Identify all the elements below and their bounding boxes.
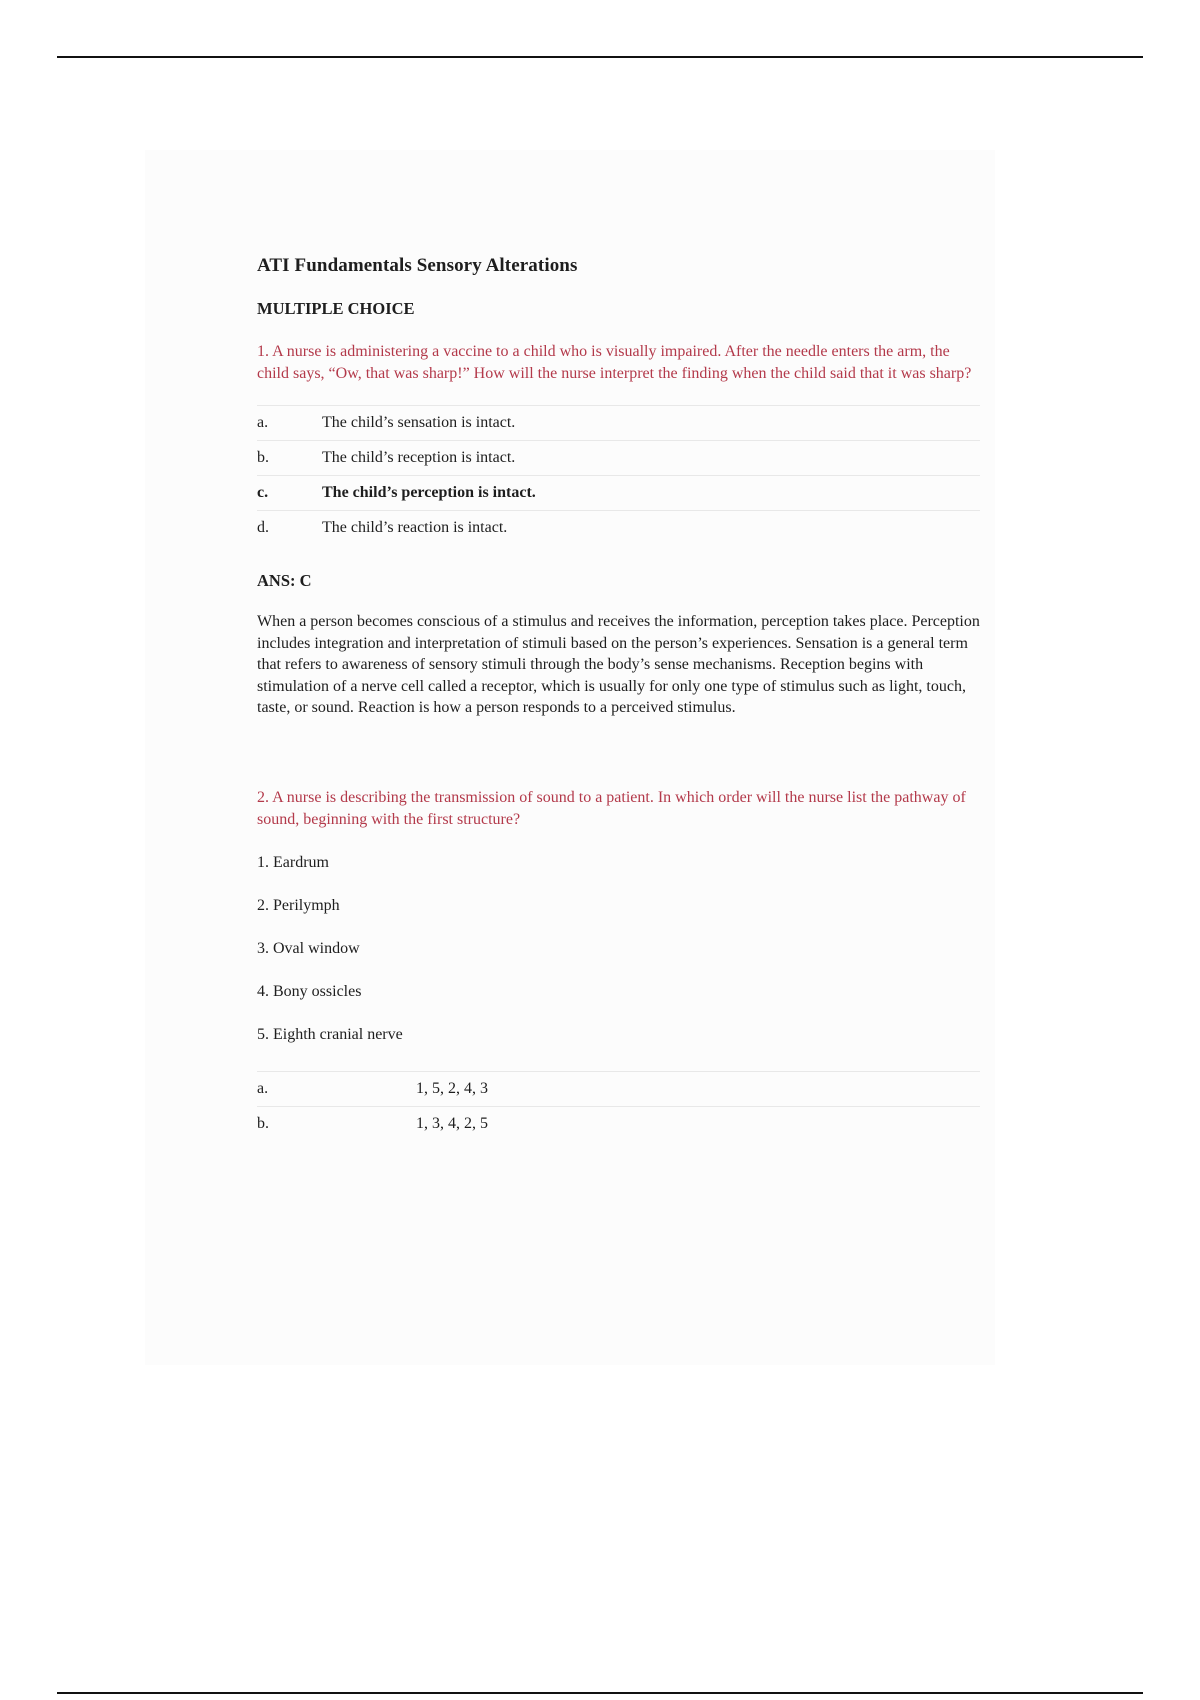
option-letter: b. [257,449,269,466]
option-letter: a. [257,1079,269,1097]
option-text: 1, 3, 4, 2, 5 [416,1114,488,1132]
bottom-rule [57,1692,1143,1694]
option-text: 1, 5, 2, 4, 3 [416,1079,488,1097]
list-item: 1. Eardrum [257,853,329,871]
question-2: 2. A nurse is describing the transmission of sound to a patient. In which order will the nurse list the pathway of sound, beginning with the first structure? [257,788,966,828]
answer-label: ANS: C [257,571,312,590]
document-content [257,255,980,1141]
option-letter: d. [257,519,269,536]
structure-list [257,853,980,1068]
list-item: 3. Oval window [257,939,360,957]
option-letter: c. [257,484,269,501]
option-row [257,510,980,545]
list-item: 4. Bony ossicles [257,982,362,1000]
option-letter: a. [257,414,269,431]
list-item: 2. Perilymph [257,896,340,914]
option-row [257,1071,980,1106]
question-2-options [257,1071,980,1141]
option-row [257,440,980,475]
option-text: The child’s reaction is intact. [322,519,508,536]
option-row [257,1106,980,1141]
option-text: The child’s sensation is intact. [322,414,516,431]
option-row-correct [257,475,980,510]
option-text: The child’s perception is intact. [322,484,536,501]
option-text: The child’s reception is intact. [322,449,516,466]
question-1: 1. A nurse is administering a vaccine to a child who is visually impaired. After the needle enters the arm, the child says, “Ow, that was sharp!” How will the nurse interpret the finding when the child said that it was sharp? [257,343,972,382]
rationale-text: When a person becomes conscious of a stimulus and receives the information, perception takes place. Perception includes integration and interpretation of stimuli based on the person’s experiences. Sensation is a general term that refers to awareness of sensory stimuli through the body’s sense mechanisms. Reception begins with stimulation of a nerve cell called a receptor, which is usually for only one type of stimulus such as light, touch, taste, or sound. Reaction is how a person responds to a perceived stimulus. [257,613,980,716]
option-letter: b. [257,1114,269,1132]
list-item: 5. Eighth cranial nerve [257,1025,403,1043]
document-title: ATI Fundamentals Sensory Alterations [257,255,578,276]
top-rule [57,56,1143,58]
section-title: MULTIPLE CHOICE [257,299,415,318]
document-page [145,150,995,1365]
question-1-options [257,405,980,545]
option-row [257,405,980,440]
